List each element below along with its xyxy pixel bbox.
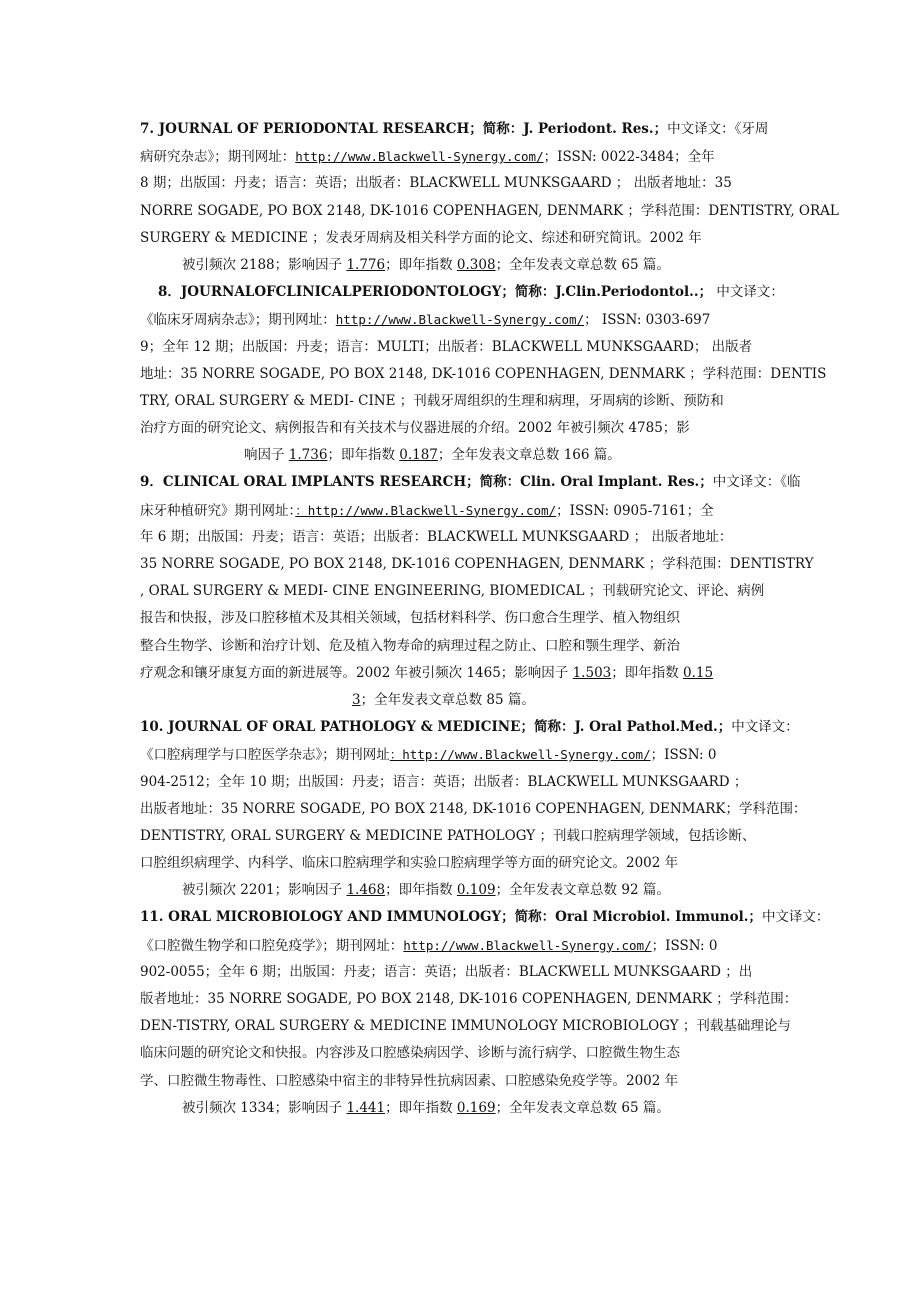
text-line bbox=[140, 1095, 812, 1122]
text-line bbox=[140, 361, 827, 388]
metric-value: 0.169 bbox=[456, 1099, 496, 1116]
journal-website-link[interactable]: http://www.Blackwell-Synergy.com/ bbox=[295, 149, 544, 165]
metric-value: 1.736 bbox=[288, 447, 328, 464]
text-line bbox=[140, 932, 812, 959]
text-line bbox=[140, 877, 812, 904]
body-text: 年 6 期；出版国：丹麦；语言：英语；出版者：BLACKWELL MUNKSGAARD ； 出版者地址： bbox=[140, 528, 733, 545]
document-page bbox=[140, 116, 839, 1122]
journal-entry bbox=[140, 469, 812, 714]
body-text: DENTISTRY, ORAL SURGERY & MEDICINE PATHOLOGY ；刊载口腔病理学领域，包括诊断、 bbox=[140, 827, 756, 844]
text-line bbox=[140, 497, 812, 524]
body-text: ；即年指数 bbox=[385, 256, 457, 273]
body-text: 被引频次 2188；影响因子 bbox=[182, 256, 347, 273]
metric-value: 1.776 bbox=[346, 256, 386, 273]
text-line bbox=[140, 143, 812, 170]
text-line bbox=[140, 1013, 812, 1040]
text-line bbox=[140, 306, 812, 333]
body-text: ；全年发表文章总数 166 篇。 bbox=[437, 447, 621, 464]
body-text: 9；全年 12 期；出版国：丹麦；语言：MULTI；出版者：BLACKWELL MUNKSGAARD； 出版者 bbox=[140, 338, 753, 355]
body-text: , ORAL SURGERY & MEDI- CINE ENGINEERING, BIOMEDICAL ；刊载研究论文、评论、病例 bbox=[140, 583, 765, 600]
body-text: 临床问题的研究论文和快报。内容涉及口腔感染病因学、诊断与流行病学、口腔微生物生态 bbox=[140, 1045, 680, 1062]
body-text: 902-0055；全年 6 期；出版国：丹麦；语言：英语；出版者：BLACKWELL MUNKSGAARD ；出 bbox=[140, 963, 753, 980]
body-text: ；全年发表文章总数 65 篇。 bbox=[495, 256, 670, 273]
body-text: 地址：35 NORRE SOGADE, PO BOX 2148, DK-1016 COPENHAGEN, DENMARK ；学科范围：DENTIS bbox=[140, 365, 827, 382]
body-text: 学、口腔微生物毒性、口腔感染中宿主的非特异性抗病因素、口腔感染免疫学等。2002 年 bbox=[140, 1072, 679, 1089]
metric-value: 0.109 bbox=[456, 882, 496, 899]
text-line bbox=[140, 388, 812, 415]
body-text: TRY, ORAL SURGERY & MEDI- CINE ；刊载牙周组织的生理和病理，牙周病的诊断、预防和 bbox=[140, 392, 724, 409]
text-line bbox=[140, 442, 812, 469]
text-line bbox=[140, 687, 812, 714]
text-line bbox=[140, 769, 812, 796]
text-line bbox=[140, 850, 812, 877]
body-text: 中文译文：《牙周 bbox=[667, 121, 769, 137]
text-line bbox=[140, 578, 812, 605]
body-text: 《临床牙周病杂志》；期刊网址： bbox=[140, 312, 336, 329]
body-text: 《口腔病理学与口腔医学杂志》；期刊网址 bbox=[140, 747, 390, 764]
text-line bbox=[140, 605, 812, 632]
body-text: ；ISSN: 0022-3484；全年 bbox=[543, 149, 715, 166]
body-text: 被引频次 1334；影响因子 bbox=[182, 1099, 347, 1116]
text-line bbox=[140, 959, 812, 986]
text-line bbox=[140, 1040, 812, 1067]
text-line bbox=[140, 252, 812, 279]
text-line bbox=[140, 116, 812, 143]
text-line bbox=[140, 660, 812, 687]
body-text: 中文译文： bbox=[731, 719, 799, 736]
journal-website-link[interactable]: ：http://www.Blackwell-Synergy.com/ bbox=[389, 747, 651, 763]
body-text: 整合生物学、诊断和治疗计划、危及植入物寿命的病理过程之防止、口腔和颚生理学、新治 bbox=[140, 637, 680, 654]
text-line bbox=[140, 986, 812, 1013]
body-text: 病研究杂志》；期刊网址： bbox=[140, 149, 296, 166]
text-line bbox=[140, 633, 812, 660]
text-line bbox=[140, 714, 812, 741]
text-line bbox=[140, 741, 812, 768]
body-text: ；即年指数 bbox=[327, 447, 400, 464]
text-line bbox=[140, 1068, 812, 1095]
body-text: 疗观念和镶牙康复方面的新进展等。2002 年被引频次 1465；影响因子 bbox=[140, 664, 573, 681]
journal-entry bbox=[140, 904, 830, 1122]
journal-entry bbox=[140, 714, 812, 904]
body-text: 《口腔微生物学和口腔免疫学》；期刊网址： bbox=[140, 937, 404, 954]
body-text: 版者地址：35 NORRE SOGADE, PO BOX 2148, DK-1016 COPENHAGEN, DENMARK ；学科范围： bbox=[140, 991, 798, 1007]
text-line bbox=[140, 198, 839, 225]
journal-title: 11. ORAL MICROBIOLOGY AND IMMUNOLOGY；简称：Oral Microbiol. Immunol.； bbox=[140, 909, 762, 926]
metric-value: 0.308 bbox=[456, 256, 496, 273]
body-text: 被引频次 2201；影响因子 bbox=[182, 882, 347, 899]
text-line bbox=[140, 469, 812, 496]
body-text: DEN-TISTRY, ORAL SURGERY & MEDICINE IMMUNOLOGY MICROBIOLOGY ；刊载基础理论与 bbox=[140, 1018, 791, 1035]
body-text: 904-2512；全年 10 期；出版国：丹麦；语言：英语；出版者：BLACKWELL MUNKSGAARD ； bbox=[140, 773, 748, 790]
body-text: 中文译文： bbox=[761, 909, 830, 926]
body-text: 响因子 bbox=[244, 447, 289, 464]
body-text: 35 NORRE SOGADE, PO BOX 2148, DK-1016 COPENHAGEN, DENMARK ；学科范围：DENTISTRY bbox=[140, 556, 814, 572]
body-text: ；即年指数 bbox=[385, 1099, 457, 1116]
body-text: NORRE SOGADE, PO BOX 2148, DK-1016 COPENHAGEN, DENMARK ；学科范围：DENTISTRY, ORAL bbox=[140, 202, 839, 219]
body-text: ；ISSN: 0 bbox=[650, 747, 717, 764]
body-text: 床牙种植研究》期刊网址： bbox=[140, 502, 296, 519]
text-line bbox=[140, 279, 812, 306]
body-text: 中文译文：《临 bbox=[712, 474, 801, 491]
body-text: SURGERY & MEDICINE ；发表牙周病及相关科学方面的论文、综述和研究简讯。2002 年 bbox=[140, 229, 702, 246]
body-text: ；即年指数 bbox=[385, 882, 457, 899]
metric-value: 1.441 bbox=[346, 1099, 386, 1116]
body-text: ；全年发表文章总数 65 篇。 bbox=[495, 1099, 670, 1116]
journal-entry bbox=[140, 116, 839, 279]
journal-website-link[interactable]: http://www.Blackwell-Synergy.com/ bbox=[403, 937, 652, 953]
body-text: ；ISSN: 0 bbox=[651, 937, 718, 954]
body-text: 报告和快报，涉及口腔移植术及其相关领域，包括材料科学、伤口愈合生理学、植入物组织 bbox=[140, 610, 680, 627]
journal-title: 9．CLINICAL ORAL IMPLANTS RESEARCH；简称：Clin. Oral Implant. Res.； bbox=[140, 474, 713, 491]
body-text: 治疗方面的研究论文、病例报告和有关技术与仪器进展的介绍。2002 年被引频次 4785；影 bbox=[140, 420, 690, 437]
journal-entry bbox=[140, 279, 827, 469]
metric-value: 1.503 bbox=[572, 664, 612, 681]
body-text: ；全年发表文章总数 92 篇。 bbox=[495, 882, 670, 899]
text-line bbox=[140, 170, 812, 197]
journal-website-link[interactable]: http://www.Blackwell-Synergy.com/ bbox=[335, 312, 585, 328]
text-line bbox=[140, 225, 812, 252]
text-line bbox=[140, 415, 812, 442]
journal-website-link[interactable]: ：http://www.Blackwell-Synergy.com/ bbox=[295, 502, 557, 518]
journal-title: 7. JOURNAL OF PERIODONTAL RESEARCH；简称：J. Periodont. Res.； bbox=[140, 121, 668, 137]
metric-value: 0.15 bbox=[683, 664, 714, 681]
body-text: 出版者地址：35 NORRE SOGADE, PO BOX 2148, DK-1016 COPENHAGEN, DENMARK；学科范围： bbox=[140, 800, 807, 817]
body-text: 口腔组织病理学、内科学、临床口腔病理学和实验口腔病理学等方面的研究论文。2002 年 bbox=[140, 855, 679, 872]
body-text: 中文译文： bbox=[712, 284, 784, 301]
text-line bbox=[140, 796, 812, 823]
body-text: ；全年发表文章总数 85 篇。 bbox=[360, 691, 535, 708]
metric-value: 1.468 bbox=[346, 882, 386, 899]
journal-title: 8．JOURNALOFCLINICALPERIODONTOLOGY；简称：J.Clin.Periodontol..； bbox=[158, 284, 713, 301]
body-text: 8 期；出版国：丹麦；语言：英语；出版者：BLACKWELL MUNKSGAARD ； 出版者地址：35 bbox=[140, 175, 732, 192]
metric-value: 3 bbox=[352, 691, 361, 708]
body-text: ； ISSN: 0303-697 bbox=[584, 312, 711, 329]
text-line bbox=[140, 823, 812, 850]
body-text: ；即年指数 bbox=[611, 664, 684, 681]
body-text: ；ISSN: 0905-7161；全 bbox=[556, 502, 714, 519]
text-line bbox=[140, 904, 830, 931]
text-line bbox=[140, 334, 812, 361]
text-line bbox=[140, 524, 812, 551]
text-line bbox=[140, 551, 812, 578]
journal-title: 10. JOURNAL OF ORAL PATHOLOGY & MEDICINE；简称：J. Oral Pathol.Med.； bbox=[140, 719, 732, 736]
metric-value: 0.187 bbox=[399, 447, 438, 464]
